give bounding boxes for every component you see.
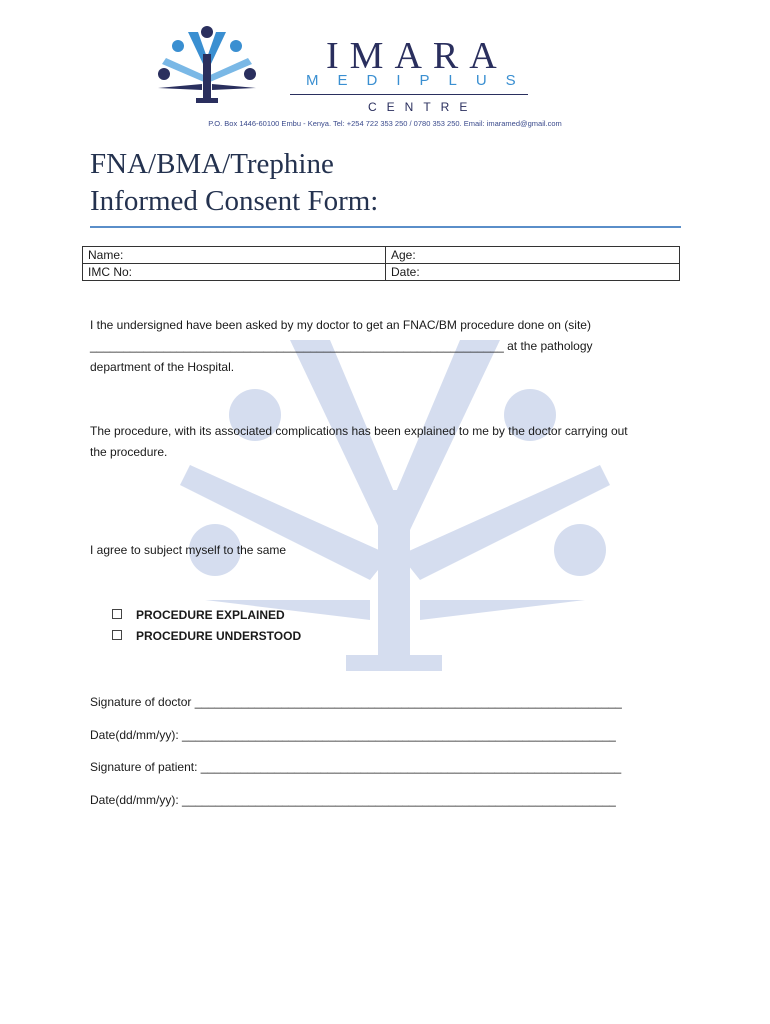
- form-title-line2: Informed Consent Form:: [90, 185, 379, 217]
- imara-logo-icon: [152, 24, 262, 106]
- site-blank-line[interactable]: ______________________________________________________________ at the pathology: [90, 339, 593, 353]
- contact-line: P.O. Box 1446-60100 Embu - Kenya. Tel: +254 722 353 250 / 0780 353 250. Email: imaramed@gmail.com: [208, 119, 562, 128]
- patient-date-line[interactable]: Date(dd/mm/yy): _________________________________________________________________: [90, 793, 616, 807]
- imc-number-field[interactable]: IMC No:: [83, 264, 386, 281]
- patient-signature-line[interactable]: Signature of patient: _______________________________________________________________: [90, 760, 622, 774]
- title-divider: [90, 226, 681, 228]
- paragraph-line: The procedure, with its associated complications has been explained to me by the doctor carrying out: [90, 424, 628, 438]
- checklist-item-understood[interactable]: [112, 629, 301, 643]
- brand-centre: CENTRE: [368, 100, 478, 114]
- checklist-item-explained[interactable]: [112, 608, 285, 622]
- brand-name: IMARA: [326, 35, 508, 77]
- consent-paragraph-2: [90, 421, 680, 463]
- checklist-label: PROCEDURE EXPLAINED: [136, 608, 285, 622]
- consent-paragraph-3: I agree to subject myself to the same: [90, 543, 287, 557]
- paragraph-line: the procedure.: [90, 445, 168, 459]
- name-field[interactable]: Name:: [83, 247, 386, 264]
- brand-divider: [290, 94, 528, 95]
- age-field[interactable]: Age:: [386, 247, 680, 264]
- brand-subtitle: MEDIPLUS: [306, 72, 535, 89]
- doctor-date-line[interactable]: Date(dd/mm/yy): _________________________________________________________________: [90, 728, 616, 742]
- consent-paragraph-1: [90, 315, 680, 378]
- date-field[interactable]: Date:: [386, 264, 680, 281]
- table-row: [83, 247, 680, 264]
- checkbox-icon[interactable]: [112, 630, 122, 640]
- table-row: [83, 264, 680, 281]
- form-title: [90, 146, 378, 220]
- checkbox-icon[interactable]: [112, 609, 122, 619]
- patient-info-table: [82, 246, 680, 281]
- checklist-label: PROCEDURE UNDERSTOOD: [136, 629, 302, 643]
- form-title-line1: FNA/BMA/Trephine: [90, 148, 334, 180]
- paragraph-line: department of the Hospital.: [90, 360, 235, 374]
- paragraph-line: I the undersigned have been asked by my doctor to get an FNAC/BM procedure done on (site): [90, 318, 591, 332]
- doctor-signature-line[interactable]: Signature of doctor ________________________________________________________________: [90, 695, 622, 709]
